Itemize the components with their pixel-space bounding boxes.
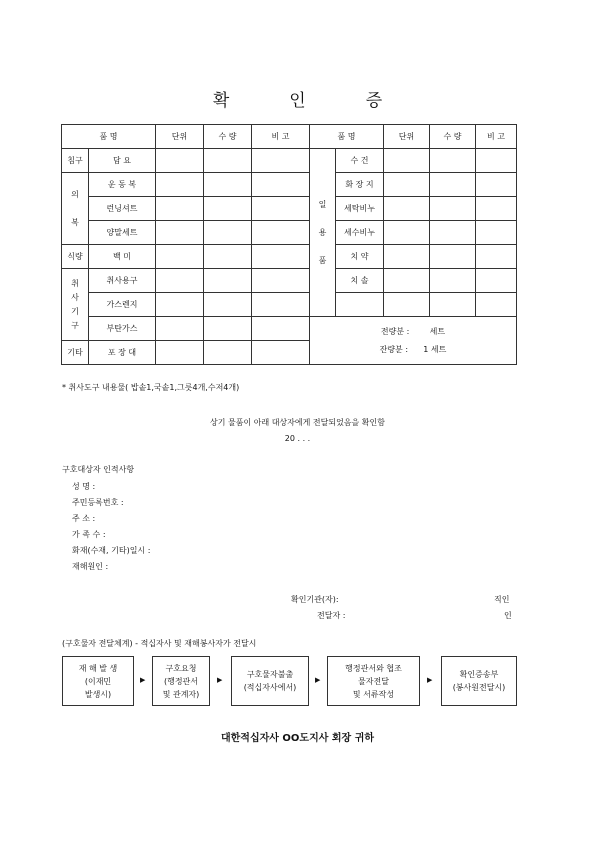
flow-step-text: (행정관서 [163,676,199,686]
item-name: 세탁비누 [336,197,384,221]
group-label: 기타 [62,341,89,365]
header-cell: 단위 [384,125,430,149]
table-header-row [62,125,517,149]
table-row [62,173,517,197]
table-row [62,293,517,317]
header-cell: 비 고 [476,125,517,149]
flow-step-text: 확인증송부 [459,670,499,679]
info-address: 주 소 : [72,514,96,523]
table-row [62,221,517,245]
table-row [62,197,517,221]
flow-title: (구호물자 전달체계) - 적십자사 및 재해봉사자가 전달시 [62,639,257,648]
item-name: 세수비누 [336,221,384,245]
arrow-icon: ▶ [140,676,146,684]
flow-step-text: 및 서류작성 [352,689,395,699]
flow-step-text: (봉사원전달시) [452,683,506,692]
group-label: 일 용 품 [310,149,336,317]
flow-step-text: 발생시) [84,689,112,699]
flow-step-2 [152,656,210,706]
totals-value: 1 세트 [423,344,447,354]
flow-step-text: (적십자사에서) [243,683,297,692]
group-label: 의 복 [62,173,89,245]
item-name: 치 솔 [336,269,384,293]
item-name: 취사용구 [89,269,156,293]
header-cell: 수 량 [204,125,252,149]
document-title [0,86,595,111]
table-row [62,269,517,293]
header-cell: 품 명 [62,125,156,149]
item-name: 운 동 복 [89,173,156,197]
confirm-statement: 상기 물품이 아래 대상자에게 전달되었음을 확인함 [209,418,385,427]
item-name [336,293,384,317]
header-cell: 품 명 [310,125,384,149]
org-seal: 직인 [494,595,510,604]
title-char: 확 [212,91,230,111]
item-name: 양말세트 [89,221,156,245]
info-cause: 재해원인 : [72,562,109,571]
flow-step-text: 재 해 발 생 [78,663,118,673]
flow-step-text: 물자전달 [358,676,389,686]
arrow-icon: ▶ [315,676,321,684]
deliverer-label: 전달자 : [317,611,346,620]
item-name: 런닝셔트 [89,197,156,221]
item-name: 치 약 [336,245,384,269]
info-name: 성 명 : [72,482,96,491]
flow-step-5 [441,656,517,706]
totals-value: 세트 [429,326,446,336]
contents-note: * 취사도구 내용물( 밥솥1,국솥1,그릇4개,수저4개) [62,383,240,392]
recipient-heading: 구호대상자 인적사항 [62,465,135,474]
arrow-icon: ▶ [217,676,223,684]
table-row [62,149,517,173]
totals-label: 잔량분 : [379,344,409,354]
title-char: 인 [289,91,306,111]
group-label: 식량 [62,245,89,269]
flow-step-text: 행정관서와 협조 [345,663,402,673]
group-label: 침구 [62,149,89,173]
flow-step-text: 구호물자불출 [246,670,294,679]
info-resident-id: 주민등록번호 : [72,498,124,507]
addressee: 대한적십자사 OO도지사 회장 귀하 [220,733,375,744]
item-name: 수 건 [336,149,384,173]
totals-label: 전량분 : [380,326,410,336]
items-table [61,124,517,365]
org-label: 확인기관(자): [291,595,339,604]
table-row [62,245,517,269]
flow-step-3 [231,656,309,706]
item-name: 백 미 [89,245,156,269]
item-name: 가스렌지 [89,293,156,317]
flow-step-text: (이재민 [84,676,112,686]
item-name: 담 요 [89,149,156,173]
totals-cell [310,317,517,365]
item-name: 부탄가스 [89,317,156,341]
info-family: 가 족 수 : [72,530,106,539]
info-disaster-date: 화재(수재, 기타)일시 : [72,546,151,555]
date-line: 20 . . . [284,434,311,443]
table-row [62,317,517,341]
flow-step-4 [327,656,420,706]
header-cell: 수 량 [430,125,476,149]
flow-step-text: 및 관계자) [162,689,200,699]
item-name: 포 장 대 [89,341,156,365]
flow-step-text: 구호요청 [165,663,197,673]
header-cell: 비 고 [252,125,310,149]
title-char: 증 [365,91,383,111]
deliverer-seal: 인 [504,611,512,620]
item-name: 화 장 지 [336,173,384,197]
group-label: 취 사 기 구 [62,269,89,341]
header-cell: 단위 [156,125,204,149]
arrow-icon: ▶ [427,676,433,684]
flow-step-1 [62,656,134,706]
